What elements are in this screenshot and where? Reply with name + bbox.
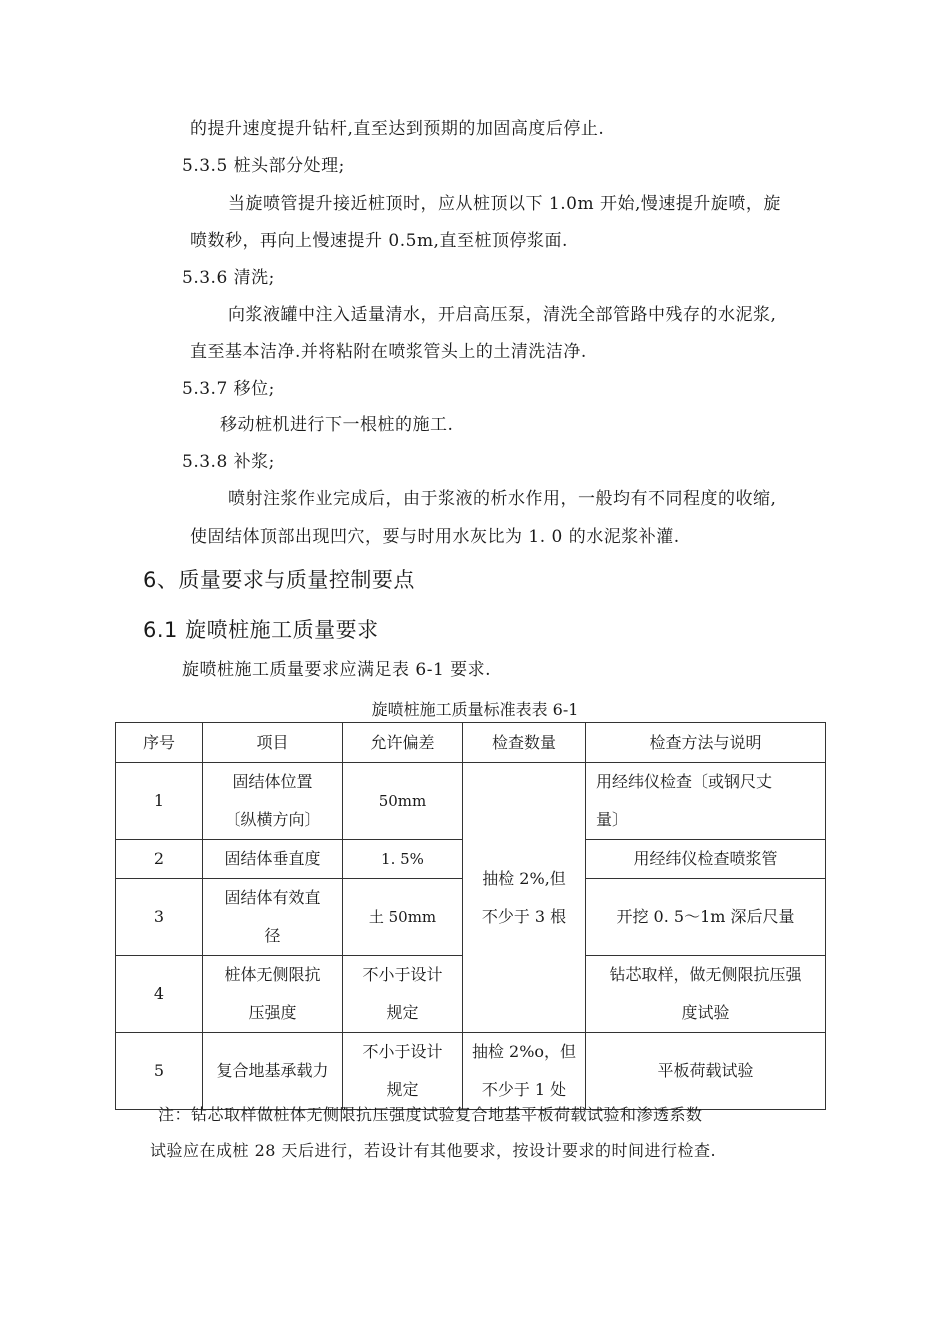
method-cell: 用经纬仪检查〔或钢尺丈 量〕 (586, 763, 826, 840)
body-line: 使固结体顶部出现凹穴，要与时用水灰比为 1. 0 的水泥浆补灌. (190, 527, 680, 547)
header-cell: 项目 (203, 723, 343, 763)
subsection-title: 5.3.5 桩头部分处理; (182, 156, 345, 176)
row-number: 4 (116, 956, 203, 1033)
item-cell: 固结体有效直 径 (203, 879, 343, 956)
table-caption: 旋喷桩施工质量标准表表 6-1 (371, 700, 579, 719)
intro-text: 旋喷桩施工质量要求应满足表 6-1 要求. (182, 660, 492, 680)
tolerance-cell: 不小于设计 规定 (343, 1033, 463, 1110)
method-cell: 平板荷载试验 (586, 1033, 826, 1110)
body-line: 的提升速度提升钻杆,直至达到预期的加固高度后停止. (190, 119, 605, 139)
body-line: 移动桩机进行下一根桩的施工. (220, 415, 454, 435)
table-header-row (116, 723, 826, 763)
quantity-cell: 抽检 2%o，但 不少于 1 处 (463, 1033, 586, 1110)
tolerance-cell: 不小于设计 规定 (343, 956, 463, 1033)
row-number: 2 (116, 840, 203, 879)
header-cell: 检查数量 (463, 723, 586, 763)
item-cell: 桩体无侧限抗 压强度 (203, 956, 343, 1033)
method-cell: 钻芯取样，做无侧限抗压强 度试验 (586, 956, 826, 1033)
tolerance-cell: 土 50mm (343, 879, 463, 956)
subsection-title: 5.3.6 清洗; (182, 268, 275, 288)
section-heading: 6、质量要求与质量控制要点 (143, 568, 415, 592)
method-cell: 开挖 0. 5〜1m 深后尺量 (586, 879, 826, 956)
header-cell: 允许偏差 (343, 723, 463, 763)
tolerance-cell: 50mm (343, 763, 463, 840)
subsection-title: 5.3.8 补浆; (182, 452, 275, 472)
body-line: 向浆液罐中注入适量清水，开启高压泵，清洗全部管路中残存的水泥浆, (228, 305, 777, 325)
header-cell: 序号 (116, 723, 203, 763)
row-number: 5 (116, 1033, 203, 1110)
body-line: 喷数秒，再向上慢速提升 0.5m,直至桩顶停浆面. (190, 231, 568, 251)
item-cell: 固结体垂直度 (203, 840, 343, 879)
subsection-title: 5.3.7 移位; (182, 379, 275, 399)
method-cell: 用经纬仪检查喷浆管 (586, 840, 826, 879)
body-line: 当旋喷管提升接近桩顶时，应从桩顶以下 1.0m 开始,慢速提升旋喷，旋 (228, 194, 781, 214)
tolerance-cell: 1. 5% (343, 840, 463, 879)
row-number: 1 (116, 763, 203, 840)
table-note: 注：钻芯取样做桩体无侧限抗压强度试验复合地基平板荷载试验和渗透系数 (158, 1105, 703, 1124)
header-cell: 检查方法与说明 (586, 723, 826, 763)
table-row (116, 1033, 826, 1110)
table-note: 试验应在成桩 28 天后进行，若设计有其他要求，按设计要求的时间进行检查. (150, 1141, 717, 1160)
item-cell: 固结体位置 〔纵横方向〕 (203, 763, 343, 840)
subsection-heading: 6.1 旋喷桩施工质量要求 (143, 618, 379, 642)
row-number: 3 (116, 879, 203, 956)
item-cell: 复合地基承载力 (203, 1033, 343, 1110)
quantity-cell-merged: 抽检 2%,但 不少于 3 根 (463, 763, 586, 1033)
body-line: 喷射注浆作业完成后，由于浆液的析水作用，一般均有不同程度的收缩, (228, 489, 777, 509)
body-line: 直至基本洁净.并将粘附在喷浆管头上的土清洗洁净. (190, 342, 587, 362)
table-row (116, 763, 826, 840)
quality-table (115, 722, 826, 1110)
